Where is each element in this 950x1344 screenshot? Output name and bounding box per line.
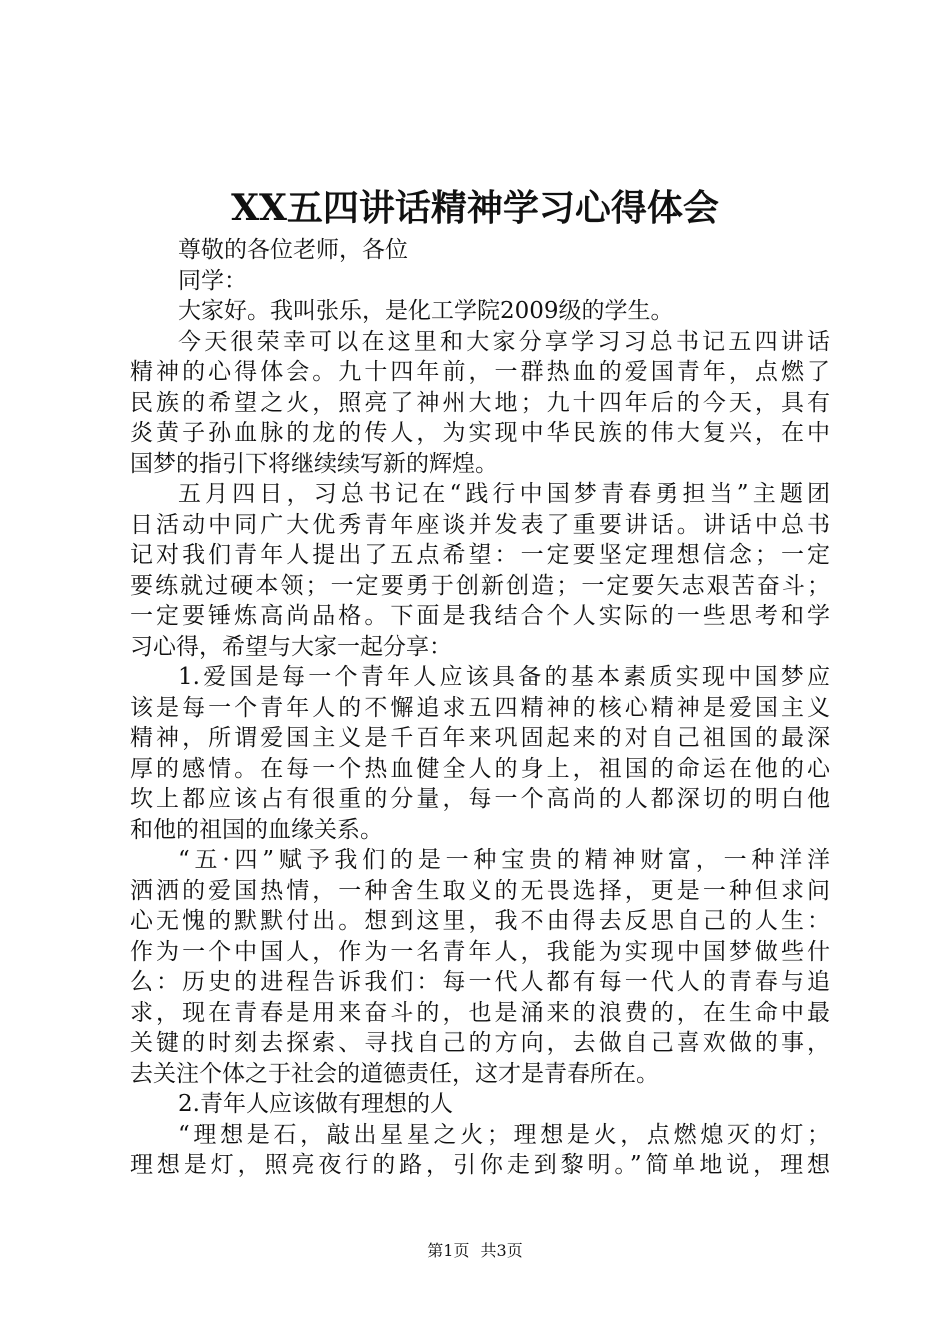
text-line: 国梦的指引下将继续续写新的辉煌。 [130,450,498,477]
text-line: 和他的祖国的血缘关系。 [130,816,383,843]
text-line: 一定要锤炼高尚品格。下面是我结合个人实际的一些思考和学 [130,603,830,629]
text-line: 心无愧的默默付出。想到这里，我不由得去反思自己的人生： [130,908,830,934]
text-line: 五月四日，习总书记在“践行中国梦青春勇担当”主题团 [178,481,830,507]
text-line: 关键的时刻去探索、寻找自己的方向，去做自己喜欢做的事， [130,1030,830,1056]
text-line: 习心得，希望与大家一起分享： [130,633,452,660]
text-line: 洒洒的爱国热情，一种舍生取义的无畏选择，更是一种但求问 [130,877,830,904]
text-line: 今天很荣幸可以在这里和大家分享学习习总书记五四讲话 [178,328,830,355]
text-line: “理想是石，敲出星星之火；理想是火，点燃熄灭的灯； [178,1121,830,1148]
page-total: 共3页 [480,1241,523,1260]
text-line: 日活动中同广大优秀青年座谈并发表了重要讲话。讲话中总书 [130,511,830,538]
document-body [130,235,830,1181]
text-line: 求，现在青春是用来奋斗的，也是涌来的浪费的，在生命中最 [130,999,830,1026]
text-line: 去关注个体之于社会的道德责任，这才是青春所在。 [130,1060,659,1087]
page-footer [0,1240,950,1262]
text-line: 记对我们青年人提出了五点希望：一定要坚定理想信念；一定 [130,542,830,568]
text-line: 坎上都应该占有很重的分量，每一个高尚的人都深切的明白他 [130,786,830,812]
text-line: “五·四”赋予我们的是一种宝贵的精神财富，一种洋洋 [178,847,830,873]
text-line: 要练就过硬本领；一定要勇于创新创造；一定要矢志艰苦奋斗； [130,572,830,599]
text-line: 么：历史的进程告诉我们：每一代人都有每一代人的青春与追 [130,969,830,995]
text-line: 2.青年人应该做有理想的人 [178,1091,453,1117]
text-line: 炎黄子孙血脉的龙的传人，为实现中华民族的伟大复兴，在中 [130,420,830,446]
text-line: 1.爱国是每一个青年人应该具备的基本素质实现中国梦应 [178,664,830,690]
text-line: 同学： [178,267,247,294]
document-title: XX五四讲话精神学习心得体会 [231,187,719,229]
text-line: 作为一个中国人，作为一名青年人，我能为实现中国梦做些什 [130,938,830,965]
text-line: 精神的心得体会。九十四年前，一群热血的爱国青年，点燃了 [130,359,830,385]
text-line: 民族的希望之火，照亮了神州大地；九十四年后的今天，具有 [130,389,830,416]
text-line: 理想是灯，照亮夜行的路，引你走到黎明。”简单地说，理想 [130,1152,830,1178]
page-number: 第1页 [427,1241,470,1260]
text-line: 该是每一个青年人的不懈追求五四精神的核心精神是爱国主义 [130,694,830,721]
text-line: 大家好。我叫张乐，是化工学院2009级的学生。 [178,298,674,324]
text-line: 厚的感情。在每一个热血健全人的身上，祖国的命运在他的心 [130,755,830,782]
text-line: 尊敬的各位老师，各位 [178,237,408,263]
text-line: 精神，所谓爱国主义是千百年来巩固起来的对自己祖国的最深 [130,725,830,751]
